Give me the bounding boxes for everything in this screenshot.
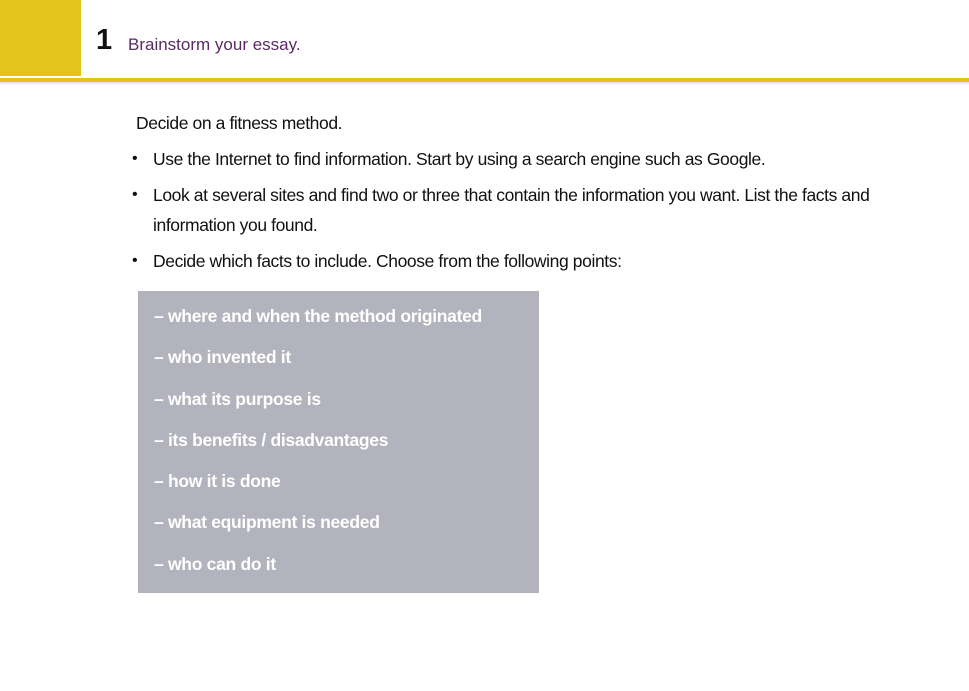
header-accent-block [0, 0, 81, 76]
list-item-text: Decide which facts to include. Choose from the following points: [153, 251, 622, 271]
step-number: 1 [96, 24, 113, 56]
list-item [130, 246, 910, 276]
instruction-list [130, 144, 910, 276]
list-item [130, 180, 910, 240]
points-box [138, 291, 539, 593]
point-item: – how it is done [154, 471, 281, 492]
list-item-text: Look at several sites and find two or three that contain the information you want. List the facts and information you found. [153, 185, 870, 235]
list-item-text: Use the Internet to find information. Start by using a search engine such as Google. [153, 149, 766, 169]
intro-text: Decide on a fitness method. [136, 113, 343, 133]
point-item: – what its purpose is [154, 388, 321, 409]
header-divider-shadow [0, 82, 969, 85]
point-item: – what equipment is needed [154, 512, 380, 533]
bullet-icon: • [132, 150, 138, 167]
list-item [130, 144, 910, 174]
bullet-icon: • [132, 252, 138, 269]
bullet-icon: • [132, 186, 138, 203]
point-item: – who invented it [154, 347, 291, 368]
step-title: Brainstorm your essay. [128, 35, 301, 54]
point-item: – where and when the method originated [154, 306, 482, 326]
instructions-section [130, 109, 910, 282]
point-item: – who can do it [154, 553, 276, 574]
point-item: – its benefits / disadvantages [154, 429, 389, 450]
